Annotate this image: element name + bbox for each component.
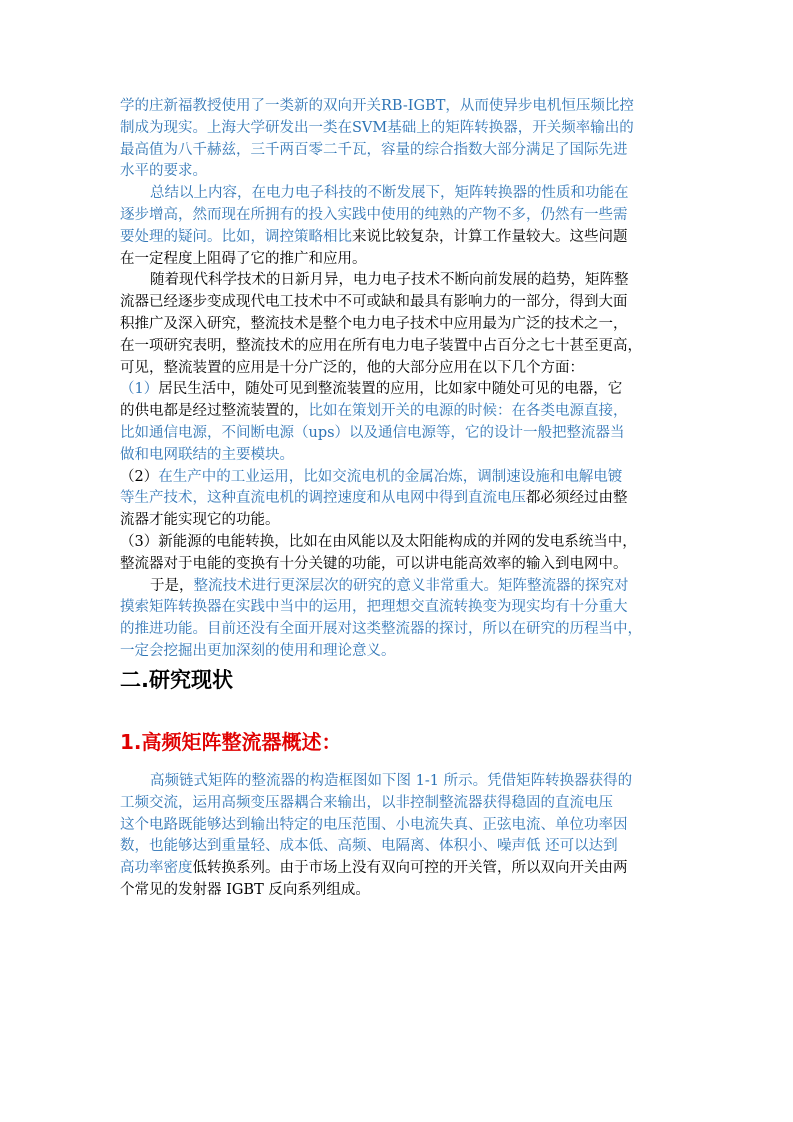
text-segment: （1） [120, 381, 159, 398]
text-segment: 在生产中的工业运用，比如交流电机的金属冶炼，调制速设施和电解电镀 [158, 468, 623, 485]
text-line [120, 401, 628, 421]
text-line [120, 423, 625, 443]
text-segment: （2） [120, 468, 159, 485]
text-line [120, 336, 642, 356]
text-segment: 的推进功能。目前还没有全面开展对这类整流器的探讨，所以在研究的历程当中， [120, 621, 642, 638]
text-line [120, 641, 396, 661]
text-segment: 工频交流，运用高频变压器耦合来输出，以非控制整流器获得稳固的直流电压 [120, 794, 613, 811]
text-segment: 在一定程度上阻碍了它的推广和应用。 [120, 250, 367, 267]
text-segment: 于是， [150, 577, 194, 594]
text-line [120, 379, 622, 399]
text-segment: 比如通信电源，不间断电源（ups）以及通信电源等，它的设计一般把整流器当 [120, 425, 625, 441]
text-segment: 的供电都是经过整流装置的， [120, 403, 309, 420]
text-line [120, 358, 584, 378]
text-segment: 逐步增高，然而现在所拥有的投入实践中使用的纯熟的产物不多，仍然有一些需 [120, 207, 628, 223]
text-line [120, 227, 628, 247]
text-segment: 流器才能实现它的功能。 [120, 512, 280, 529]
subsection-heading: 1.高频矩阵整流器概述： [120, 730, 342, 754]
text-line [120, 445, 294, 465]
text-segment: 等生产技术，这种直流电机的调控速度和从电网中得到直流电压 [120, 490, 526, 507]
text-line [120, 793, 613, 813]
text-segment: 可见，整流装置的应用是十分广泛的，他的大部分应用在以下几个方面： [120, 359, 584, 376]
text-line [120, 510, 280, 530]
text-segment: （3）新能源的电能转换，比如在由风能以及太阳能构成的并网的发电系统当中， [120, 534, 637, 550]
text-segment: 水平的要求。 [120, 163, 207, 180]
text-line [120, 314, 628, 334]
text-segment: 个常见的发射器 IGBT 反向系列组成。 [120, 882, 370, 898]
text-line [120, 836, 618, 856]
text-segment: 流器已经逐步变成现代电工技术中不可或缺和最具有影响力的一部分，得到大面 [120, 294, 628, 311]
text-segment: 积推广及深入研究，整流技术是整个电力电子技术中应用最为广泛的技术之一， [120, 316, 628, 332]
section-heading: 二.研究现状 [120, 668, 233, 692]
text-segment: 比如在策划开关的电源的时候：在各类电源直接， [308, 403, 628, 420]
text-line [120, 292, 628, 312]
text-line [150, 270, 629, 290]
text-line [120, 140, 628, 160]
text-segment: 高功率密度 [120, 860, 193, 877]
text-line [120, 619, 642, 639]
text-segment: 要处理的疑问。比如，调控策略相比 [120, 228, 352, 245]
text-segment: 居民生活中，随处可见到整流装置的应用，比如家中随处可见的电器，它 [158, 381, 623, 398]
text-line [120, 880, 370, 900]
text-segment: 总结以上内容，在电力电子科技的不断发展下，矩阵转换器的性质和功能在 [150, 185, 629, 202]
text-line [150, 576, 629, 596]
text-segment: 一定会挖掘出更加深刻的使用和理论意义。 [120, 643, 396, 659]
text-segment: 摸索矩阵转换器在实践中当中的运用，把理想交直流转换变为现实均有十分重大 [120, 599, 628, 616]
text-segment: 数，也能够达到重量轻、成本低、高频、电隔离、体积小、噪声低 还可以达到 [120, 838, 618, 855]
text-segment: 最高值为八千赫兹，三千两百零二千瓦，容量的综合指数大部分满足了国际先进 [120, 141, 628, 158]
text-line [120, 96, 634, 116]
text-segment: 都必须经过由整 [526, 490, 628, 507]
text-line [120, 249, 367, 269]
text-segment: 来说比较复杂，计算工作量较大。这些问题 [352, 228, 628, 245]
text-segment: 整流器对于电能的变换有十分关键的功能，可以讲电能高效率的输入到电网中。 [120, 555, 628, 572]
text-line [120, 597, 628, 617]
text-line [120, 118, 634, 138]
text-line [120, 467, 622, 487]
text-segment: 学的庄新福教授使用了一类新的双向开关RB-IGBT，从而使异步电机恒压频比控 [120, 98, 634, 114]
text-line [150, 771, 632, 791]
text-segment: 这个电路既能够达到输出特定的电压范围、小电流失真、正弦电流、单位功率因 [120, 816, 628, 833]
text-segment: 高频链式矩阵的整流器的构造框图如下图 1-1 所示。凭借矩阵转换器获得的 [150, 773, 633, 789]
text-line [120, 532, 637, 552]
text-segment: 在一项研究表明，整流技术的应用在所有电力电子装置中占百分之七十甚至更高， [120, 337, 642, 354]
text-line [120, 554, 628, 574]
text-line [120, 205, 628, 225]
text-line [120, 858, 628, 878]
text-segment: 做和电网联结的主要模块。 [120, 446, 294, 463]
text-line [120, 161, 207, 181]
text-line [150, 183, 629, 203]
text-line [120, 488, 628, 508]
text-segment: 低转换系列。由于市场上没有双向可控的开关管，所以双向开关由两 [192, 860, 628, 877]
text-segment: 随着现代科学技术的日新月异，电力电子技术不断向前发展的趋势，矩阵整 [150, 272, 629, 289]
text-segment: 制成为现实。上海大学研发出一类在SVM基础上的矩阵转换器，开关频率输出的 [120, 119, 634, 136]
text-segment: 整流技术进行更深层次的研究的意义非常重大。矩阵整流器的探究对 [193, 577, 629, 594]
text-line [120, 815, 628, 835]
